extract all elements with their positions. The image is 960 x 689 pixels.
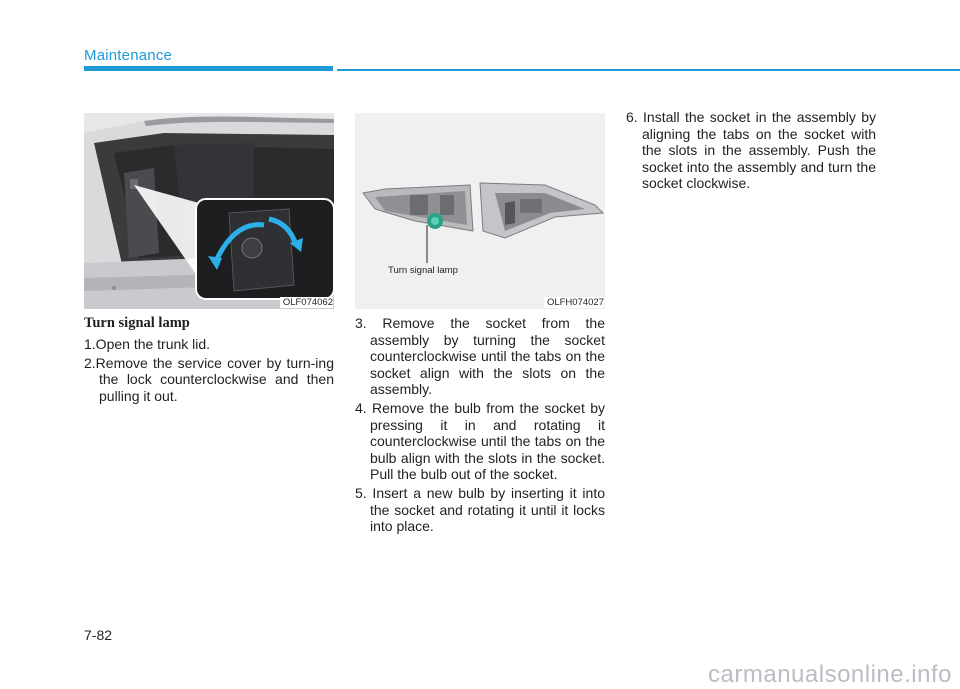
column-1 [84,113,334,406]
steps-list-1 [84,336,334,404]
steps-list-3 [626,109,876,192]
step-item: 1.Open the trunk lid. [84,336,211,352]
page-number: 7-82 [84,627,113,643]
procedure-title: Turn signal lamp [84,315,190,331]
header-rule-thick [84,66,333,71]
step-item: 5. Insert a new bulb by inserting it into the socket and rotating it until it locks into place. [355,484,605,535]
step-item: 3. Remove the socket from the assembly by turning the socket counterclockwise until the tabs on the socket align with the slots on the assembly. [355,315,605,398]
step-item: 4. Remove the bulb from the socket by pressing it in and rotating it counterclockwise until the tabs on the bulb align with the slots in the socket. Pull the bulb out of the socket. [355,399,605,483]
trunk-figure [84,113,334,309]
figure-code: OLF074062 [280,297,333,308]
column-3 [626,109,876,194]
steps-list-2 [355,315,605,535]
section-title: Maintenance [84,47,173,64]
callout-label: Turn signal lamp [388,265,458,276]
step-item: 2.Remove the service cover by turn-ing the lock counterclockwise and then pulling it out. [84,354,334,404]
column-2 [355,113,605,537]
lamp-figure [355,113,605,309]
header-rule-thin [337,69,960,71]
lamp-illustration [355,113,605,309]
step-item: 6. Install the socket in the assembly by aligning the tabs on the socket with the slots in the assembly. Push the socket into the assembly and turn the socket clockwise. [626,109,876,192]
trunk-illustration [84,113,334,309]
watermark: carmanualsonline.info [708,661,952,688]
figure-code: OLFH074027 [544,297,604,308]
